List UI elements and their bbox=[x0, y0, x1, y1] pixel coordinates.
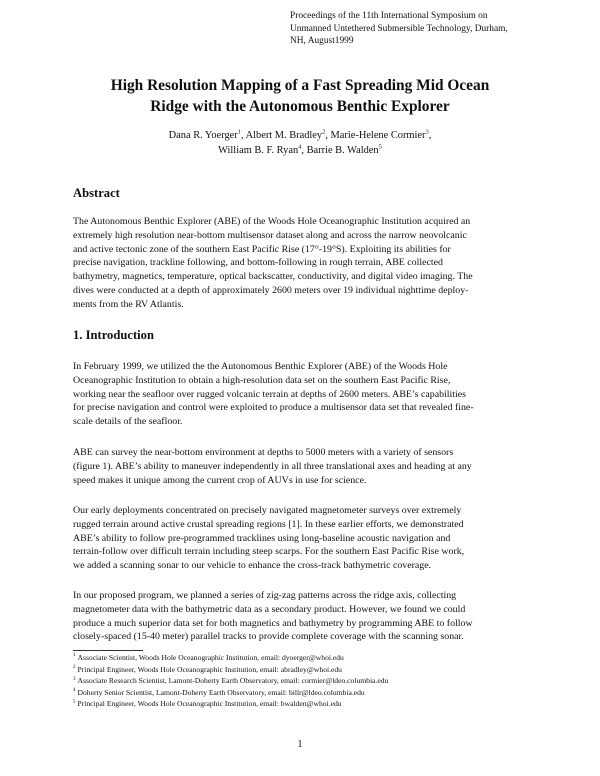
author-footnote-mark: 3 bbox=[425, 128, 429, 136]
text-line: rugged terrain around active crustal spreading regions [1]. In these earlier efforts, we demonstrated bbox=[73, 518, 464, 530]
intro-paragraph-4 bbox=[73, 589, 543, 644]
text-line: magnetometer data with the bathymetric data as a secondary product. However, we found we could bbox=[73, 603, 466, 615]
abstract-paragraph bbox=[73, 215, 543, 312]
text-line: In February 1999, we utilized the the Autonomous Benthic Explorer (ABE) of the Woods Hole bbox=[73, 361, 448, 372]
footnote-divider bbox=[73, 650, 143, 651]
text-line: bathymetry, magnetics, temperature, optical backscatter, conductivity, and digital video imaging. The bbox=[73, 271, 473, 283]
footnote-text: Principal Engineer, Woods Hole Oceanographic Institution, email: bwalden@whoi.edu bbox=[77, 699, 342, 709]
footnotes bbox=[73, 652, 543, 710]
text-line: extremely high resolution near-bottom multisensor dataset along and across the narrow neovolcanic bbox=[73, 229, 467, 241]
proceedings-header bbox=[290, 10, 580, 48]
proceedings-line: NH, August1999 bbox=[290, 36, 354, 47]
introduction-heading: 1. Introduction bbox=[73, 328, 154, 342]
footnote-mark: 1 bbox=[73, 653, 76, 659]
text-line: dives were conducted at a depth of approximately 2600 meters over 19 individual nighttime deploy- bbox=[73, 284, 469, 296]
footnote-text: Associate Research Scientist, Lamont-Doherty Earth Observatory, email: cormier@ldeo.columbia.edu bbox=[77, 676, 389, 686]
author-footnote-mark: 4 bbox=[298, 143, 302, 151]
text-line: we added a scanning sonar to our vehicle to enhance the cross-track bathymetric coverage. bbox=[73, 560, 432, 572]
text-line: and active tectonic zone of the southern East Pacific Rise (17°-19°S). Exploiting its abilities for bbox=[73, 243, 451, 255]
intro-paragraph-2 bbox=[73, 446, 543, 487]
text-line: Oceanographic Institution to obtain a high-resolution data set on the southern East Pacific Rise, bbox=[73, 374, 451, 386]
text-line: produce a much superior data set for both magnetics and bathymetry by programming ABE to follow bbox=[73, 617, 473, 629]
footnote-mark: 3 bbox=[73, 676, 76, 682]
footnote-text: Associate Scientist, Woods Hole Oceanographic Institution, email: dyoerger@whoi.edu bbox=[77, 653, 344, 662]
author-name: Dana R. Yoerger bbox=[168, 130, 238, 141]
text-line: speed makes it unique among the current crop of AUVs in use for science. bbox=[73, 474, 367, 486]
author-line-2 bbox=[60, 143, 540, 158]
author-footnote-mark: 1 bbox=[237, 128, 241, 136]
footnote bbox=[73, 652, 543, 664]
author-name: Marie-Helene Cormier bbox=[330, 130, 426, 141]
text-line: ABE’s ability to follow pre-programmed tracklines using long-baseline acoustic navigation and bbox=[73, 532, 451, 544]
author-name: William B. F. Ryan bbox=[218, 145, 299, 156]
author-separator: , bbox=[241, 130, 246, 141]
author-separator: , bbox=[325, 130, 331, 141]
author-line-1 bbox=[60, 128, 540, 143]
text-line: ABE can survey the near-bottom environment at depths to 5000 meters with a variety of sensors bbox=[73, 447, 454, 458]
text-line: closely-spaced (15-40 meter) parallel tracks to provide complete coverage with the scanning sonar. bbox=[73, 631, 464, 643]
page-number: 1 bbox=[297, 739, 303, 750]
author-footnote-mark: 5 bbox=[378, 143, 382, 151]
text-line: (figure 1). ABE’s ability to maneuver independently in all three translational axes and heading at any bbox=[73, 460, 472, 472]
text-line: terrain-follow over difficult terrain including steep scarps. For the southern East Pacific Rise work, bbox=[73, 546, 465, 558]
text-line: working near the seafloor over rugged volcanic terrain at depths of 2600 meters. ABE’s capabilities bbox=[73, 388, 466, 400]
author-name: Albert M. Bradley bbox=[245, 130, 323, 141]
footnote bbox=[73, 698, 543, 710]
footnote-text: Principal Engineer, Woods Hole Oceanographic Institution, email: abradley@whoi.edu bbox=[77, 664, 342, 674]
footnote-mark: 2 bbox=[73, 665, 76, 671]
author-list bbox=[60, 128, 540, 158]
proceedings-line: Proceedings of the 11th International Symposium on bbox=[290, 11, 488, 21]
author-separator: , bbox=[428, 130, 432, 141]
footnote-mark: 4 bbox=[73, 688, 76, 694]
text-line: scale details of the seafloor. bbox=[73, 416, 183, 428]
text-line: The Autonomous Benthic Explorer (ABE) of the Woods Hole Oceanographic Institution acquired an bbox=[73, 216, 471, 227]
footnote bbox=[73, 664, 543, 676]
title-line: Ridge with the Autonomous Benthic Explorer bbox=[150, 98, 450, 115]
footnote bbox=[73, 675, 543, 687]
text-line: ments from the RV Atlantis. bbox=[73, 298, 184, 310]
footnote bbox=[73, 687, 543, 699]
intro-paragraph-3 bbox=[73, 504, 543, 573]
author-separator: , bbox=[301, 145, 307, 156]
text-line: Our early deployments concentrated on precisely navigated magnetometer surveys over extremely bbox=[73, 505, 462, 516]
proceedings-line: Unmanned Untethered Submersible Technology, Durham, bbox=[290, 23, 508, 34]
footnote-mark: 5 bbox=[73, 699, 76, 705]
text-line: precise navigation, trackline following, and bottom-following in rough terrain, ABE collected bbox=[73, 257, 443, 269]
paper-title bbox=[60, 75, 540, 117]
author-footnote-mark: 2 bbox=[322, 128, 326, 136]
title-line: High Resolution Mapping of a Fast Spreading Mid Ocean bbox=[110, 77, 490, 94]
intro-paragraph-1 bbox=[73, 360, 543, 429]
text-line: for precise navigation and control were exploited to produce a multisensor data set that revealed fine- bbox=[73, 402, 474, 414]
text-line: In our proposed program, we planned a series of zig-zag patterns across the ridge axis, collecting bbox=[73, 590, 457, 601]
footnote-text: Doherty Senior Scientist, Lamont-Doherty Earth Observatory, email: billr@ldeo.columbia.edu bbox=[77, 687, 365, 697]
author-name: Barrie B. Walden bbox=[306, 145, 379, 156]
abstract-heading: Abstract bbox=[73, 186, 120, 200]
